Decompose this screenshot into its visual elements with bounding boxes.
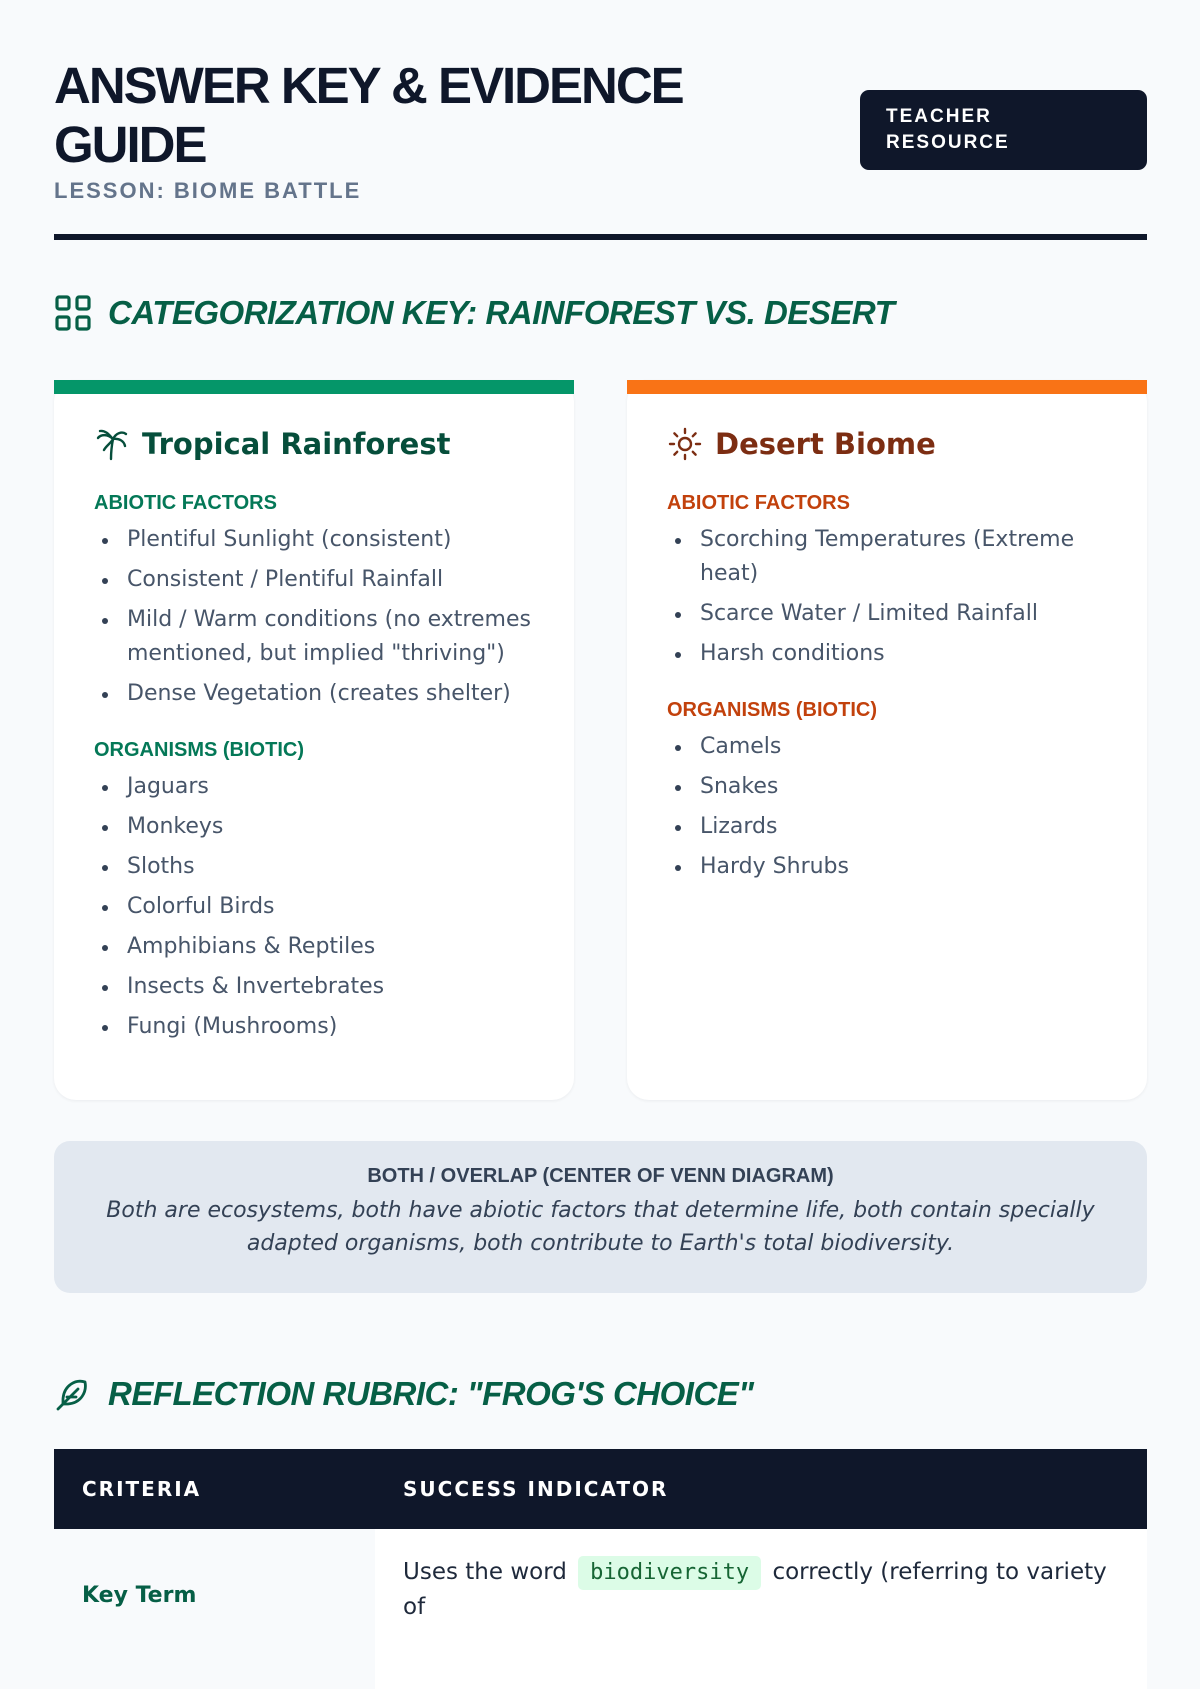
list-item: Lizards — [667, 810, 1107, 844]
feather-icon — [54, 1375, 92, 1413]
key-term-chip: biodiversity — [578, 1556, 761, 1590]
desert-organisms-label: ORGANISMS (BIOTIC) — [667, 699, 877, 721]
desert-organisms-list — [667, 730, 1107, 884]
rubric-header-row — [54, 1449, 1147, 1529]
list-item: Monkeys — [94, 810, 534, 844]
rainforest-title-text: Tropical Rainforest — [142, 427, 451, 461]
list-item: Jaguars — [94, 770, 534, 804]
list-item: Insects & Invertebrates — [94, 970, 534, 1004]
rainforest-organisms-list — [94, 770, 534, 1044]
page-header — [54, 0, 1147, 242]
list-item: Fungi (Mushrooms) — [94, 1010, 534, 1044]
list-item: Amphibians & Reptiles — [94, 930, 534, 964]
header-divider — [54, 234, 1147, 240]
criteria-cell: Key Term — [54, 1529, 375, 1689]
table-row — [54, 1529, 1147, 1689]
reflection-rubric-table — [54, 1449, 1147, 1689]
grid-icon — [54, 294, 92, 332]
rainforest-card-title — [94, 426, 534, 462]
list-item: Sloths — [94, 850, 534, 884]
rainforest-organisms-label: ORGANISMS (BIOTIC) — [94, 739, 304, 761]
list-item: Plentiful Sunlight (consistent) — [94, 523, 534, 557]
list-item: Consistent / Plentiful Rainfall — [94, 563, 534, 597]
list-item: Scorching Temperatures (Extreme heat) — [667, 523, 1107, 591]
overlap-box — [54, 1141, 1147, 1293]
list-item: Harsh conditions — [667, 637, 1107, 671]
desert-title-text: Desert Biome — [715, 427, 936, 461]
rainforest-abiotic-label: ABIOTIC FACTORS — [94, 492, 277, 514]
reflection-title: REFLECTION RUBRIC: "FROG'S CHOICE" — [108, 1375, 754, 1412]
indicator-text-after: correctly (referring to variety of — [403, 1559, 1107, 1620]
indicator-cell — [375, 1529, 1147, 1689]
desert-card-title — [667, 426, 1107, 462]
categorization-title: CATEGORIZATION KEY: RAINFOREST VS. DESERT — [108, 294, 895, 331]
list-item: Scarce Water / Limited Rainfall — [667, 597, 1107, 631]
list-item: Camels — [667, 730, 1107, 764]
indicator-text-before: Uses the word — [403, 1559, 567, 1585]
desert-abiotic-list — [667, 523, 1107, 671]
overlap-label: BOTH / OVERLAP (CENTER OF VENN DIAGRAM) — [367, 1165, 834, 1187]
list-item: Snakes — [667, 770, 1107, 804]
list-item: Mild / Warm conditions (no extremes mentioned, but implied "thriving") — [94, 603, 534, 671]
indicator-column-header: SUCCESS INDICATOR — [403, 1477, 669, 1501]
rainforest-abiotic-list — [94, 523, 534, 711]
lesson-subtitle: LESSON: BIOME BATTLE — [54, 178, 362, 203]
reflection-heading — [54, 1375, 753, 1413]
categorization-heading — [54, 294, 894, 332]
list-item: Dense Vegetation (creates shelter) — [94, 677, 534, 711]
answer-key-page — [54, 0, 1147, 1620]
desert-card — [627, 380, 1147, 1100]
list-item: Hardy Shrubs — [667, 850, 1107, 884]
list-item: Colorful Birds — [94, 890, 534, 924]
palm-tree-icon — [94, 426, 130, 462]
page-title: ANSWER KEY & EVIDENCE GUIDE — [54, 57, 683, 173]
teacher-resource-badge: TEACHER RESOURCE — [860, 90, 1147, 170]
rainforest-card — [54, 380, 574, 1100]
desert-abiotic-label: ABIOTIC FACTORS — [667, 492, 850, 514]
criteria-column-header: CRITERIA — [82, 1477, 202, 1501]
overlap-text: Both are ecosystems, both have abiotic factors that determine life, both contain specially adapted organisms, both contribute to Earth's total biodiversity. — [106, 1198, 1095, 1256]
sun-icon — [667, 426, 703, 462]
